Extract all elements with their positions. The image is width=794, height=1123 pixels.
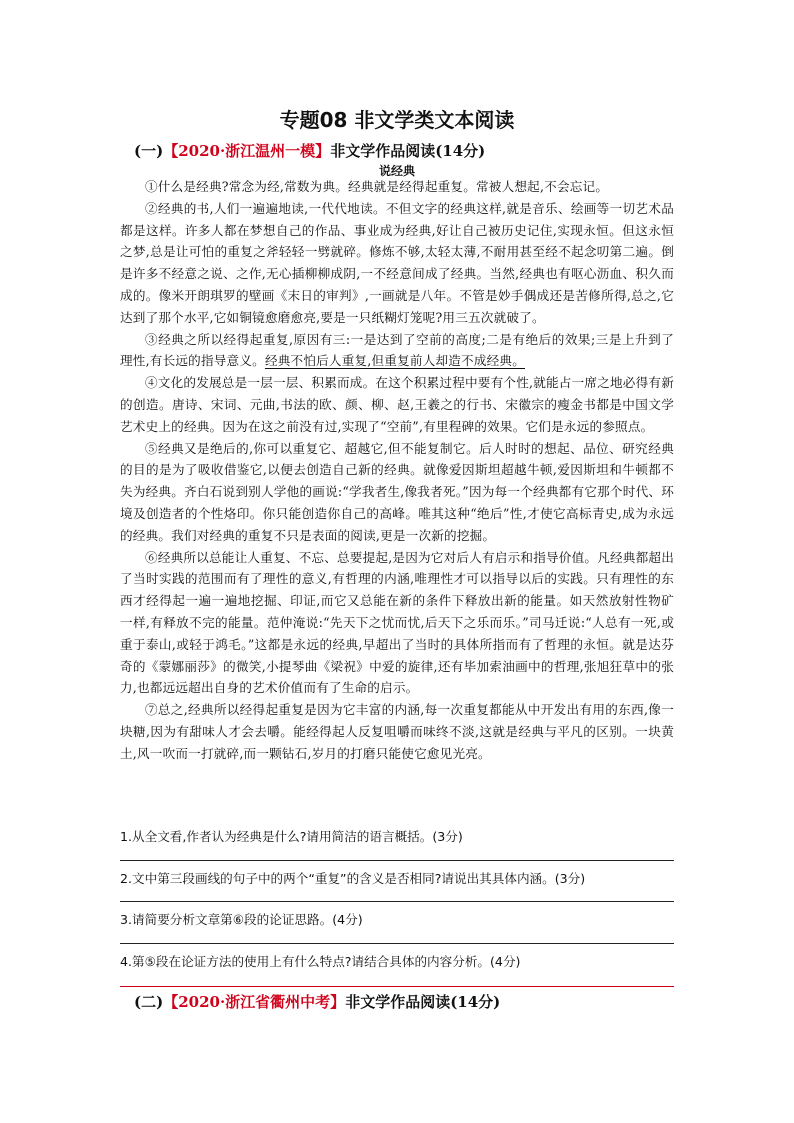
paragraph-6: ⑥经典所以总能让人重复、不忘、总要提起,是因为它对后人有启示和指导价值。凡经典都超出了当时实践的范围而有了理性的意义,有哲理的内涵,唯理性才可以指导以后的实践。只有理性的东西才经得起一遍一遍地挖掘、印证,而它又总能在新的条件下释放出新的能量。如天然放射性物矿一样,有释放不完的能量。范仲淹说:“先天下之忧而忧,后天下之乐而乐。”司马迁说:“人总有一死,或重于泰山,或轻于鸿毛。”这都是永远的经典,早超出了当时的具体所指而有了哲理的永恒。就是达芬奇的《蒙娜丽莎》的微笑,小提琴曲《梁祝》中爱的旋律,还有毕加索油画中的哲理,张旭狂草中的张力,也都远远超出自身的艺术价值而有了生命的启示。: [120, 549, 674, 696]
underlined-sentence: 经典不怕后人重复,但重复前人却造不成经典。: [264, 353, 526, 369]
question-1: 1.从全文看,作者认为经典是什么?请用简洁的语言概括。(3分): [120, 829, 463, 844]
article-body: [120, 176, 674, 765]
paragraph-7: ⑦总之,经典所以经得起重复是因为它丰富的内涵,每一次重复都能从中开发出有用的东西,像一块糖,因为有甜味人才会去嚼。能经得起人反复咀嚼而味终不淡,这就是经典与平凡的区别。一块黄土,风一吹而一打就碎,而一颗钻石,岁月的打磨只能使它愈见光亮。: [120, 702, 674, 761]
page-title: 专题08 非文学类文本阅读: [279, 108, 515, 132]
paragraph-4: ④文化的发展总是一层一层、积累而成。在这个积累过程中要有个性,就能占一席之地必得有新的创造。唐诗、宋词、元曲,书法的欧、颜、柳、赵,王羲之的行书、宋徽宗的瘦金书都是中国文学艺术史上的经典。因为在这之前没有过,实现了“空前”,有里程碑的效果。它们是永远的参照点。: [120, 375, 674, 434]
section-2-suffix: 非文学作品阅读(14分): [345, 993, 501, 1011]
paragraph-2: ②经典的书,人们一遍遍地读,一代代地读。不但文字的经典这样,就是音乐、绘画等一切艺术品都是这样。许多人都在梦想自己的作品、事业成为经典,好让自己被历史记住,实现永恒。但这永恒之梦,总是让可怕的重复之斧轻轻一劈就碎。修炼不够,太轻太薄,不耐用甚至经不起念叨第二遍。倒是许多不经意之说、之作,无心插柳柳成阴,一不经意间成了经典。当然,经典也有呕心沥血、积久而成的。像米开朗琪罗的壁画《末日的审判》,一画就是八年。不管是妙手偶成还是苦修所得,总之,它达到了那个水平,它如铜镜愈磨愈亮,要是一只纸糊灯笼呢?用三五次就破了。: [120, 200, 674, 325]
section-2-prefix: (二): [134, 993, 164, 1011]
section-divider: [120, 986, 674, 987]
question-2: 2.文中第三段画线的句子中的两个“重复”的含义是否相同?请说出其具体内涵。(3分): [120, 871, 586, 886]
paragraph-5: ⑤经典又是绝后的,你可以重复它、超越它,但不能复制它。后人时时的想起、品位、研究经典的目的是为了吸收借鉴它,以便去创造自己新的经典。就像爱因斯坦超越牛顿,爱因斯坦和牛顿都不失为经典。齐白石说到别人学他的画说:“学我者生,像我者死。”因为每一个经典都有它那个时代、环境及创造者的个性烙印。你只能创造你自己的高峰。唯其这种“绝后”性,才使它高标青史,成为永远的经典。我们对经典的重复不只是表面的阅读,更是一次新的挖掘。: [120, 440, 674, 543]
answer-line-3: [120, 943, 674, 944]
paragraph-3: [120, 329, 674, 373]
answer-line-1: [120, 860, 674, 861]
section-1-heading: [134, 140, 485, 161]
section-1-source: 【2020·浙江温州一模】: [163, 142, 331, 160]
section-1-prefix: (一): [134, 142, 164, 160]
section-1-suffix: 非文学作品阅读(14分): [330, 142, 486, 160]
paragraph-1: ①什么是经典?常念为经,常数为典。经典就是经得起重复。常被人想起,不会忘记。: [145, 179, 609, 194]
paragraph-3-text: ③经典之所以经得起重复,原因有三:一是达到了空前的高度;二是有绝后的效果;三是上升到了理性,有长远的指导意义。: [120, 331, 674, 369]
article-title: 说经典: [378, 164, 415, 178]
question-3: 3.请简要分析文章第⑥段的论证思路。(4分): [120, 912, 363, 927]
question-4: 4.第⑤段在论证方法的使用上有什么特点?请结合具体的内容分析。(4分): [120, 954, 521, 969]
section-2-source: 【2020·浙江省衢州中考】: [163, 993, 346, 1011]
section-2-heading: [134, 991, 500, 1012]
answer-line-2: [120, 901, 674, 902]
